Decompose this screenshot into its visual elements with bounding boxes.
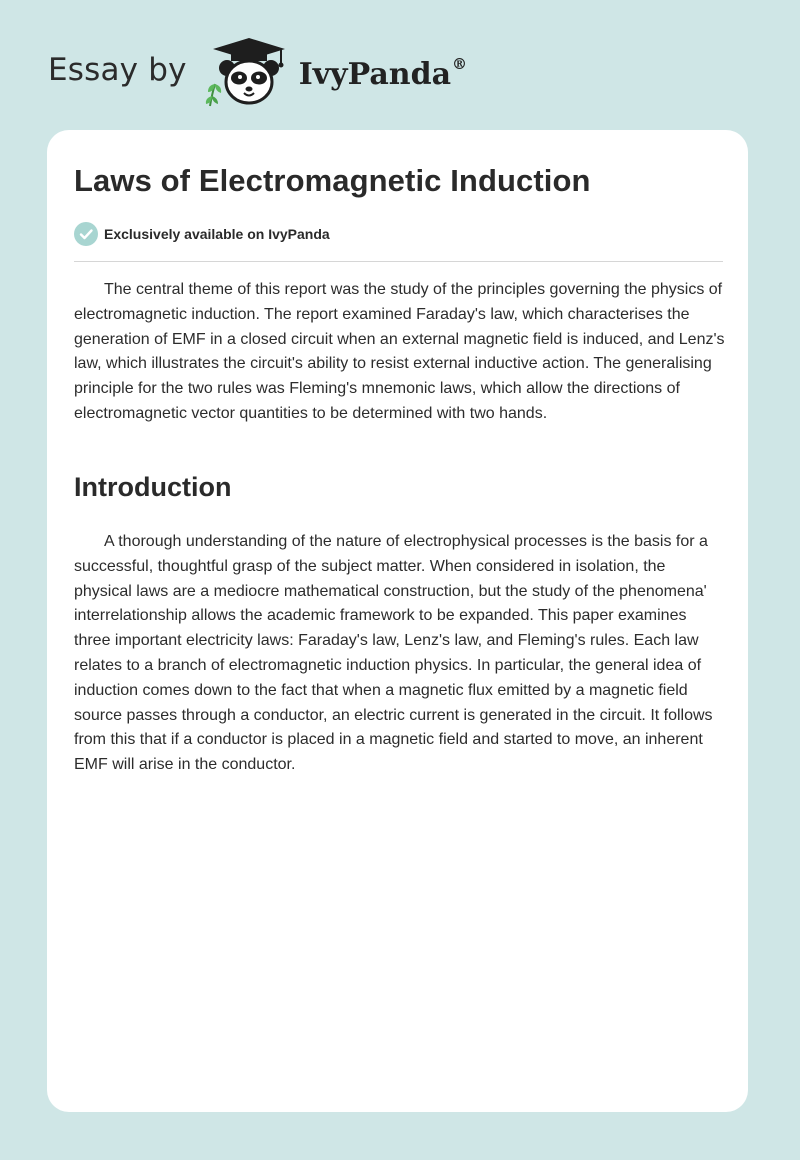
brand-header xyxy=(48,36,467,108)
panda-graduate-logo-icon xyxy=(201,36,297,108)
divider xyxy=(74,261,723,262)
brand-prefix: Essay by xyxy=(48,52,187,88)
section-heading-introduction: Introduction xyxy=(74,472,232,502)
introduction-paragraph: A thorough understanding of the nature of electrophysical processes is the basis for a successful, thoughtful grasp of the subject matter. When considered in isolation, the physical laws are a mediocre mathematical construction, but the study of the phenomena' interrelationship allows the academic framework to be expanded. This paper examines three important electricity laws: Faraday's law, Lenz's law, and Fleming's rules. Each law relates to a branch of electromagnetic induction physics. In particular, the general idea of induction comes down to the fact that when a magnetic flux emitted by a magnetic field source passes through a conductor, an electric current is generated in the circuit. It follows from this that if a conductor is placed in a magnetic field and started to move, an inherent EMF will arise in the conductor. xyxy=(74,533,713,774)
check-circle-icon xyxy=(74,222,98,246)
registered-mark: ® xyxy=(452,54,468,73)
abstract-paragraph: The central theme of this report was the study of the principles governing the physics of electromagnetic induction. The report examined Faraday's law, which characterises the generation of EMF in a closed circuit when an external magnetic field is induced, and Lenz's law, which illustrates the circuit's ability to resist external inductive action. The generalising principle for the two rules was Fleming's mnemonic laws, which allow the directions of electromagnetic vector quantities to be determined with two hands. xyxy=(74,281,725,422)
page-title: Laws of Electromagnetic Induction xyxy=(74,163,591,198)
essay-card xyxy=(47,130,748,1112)
exclusive-badge xyxy=(74,222,330,246)
badge-text: Exclusively available on IvyPanda xyxy=(104,226,330,242)
brand-name: IvyPanda® xyxy=(298,54,468,92)
